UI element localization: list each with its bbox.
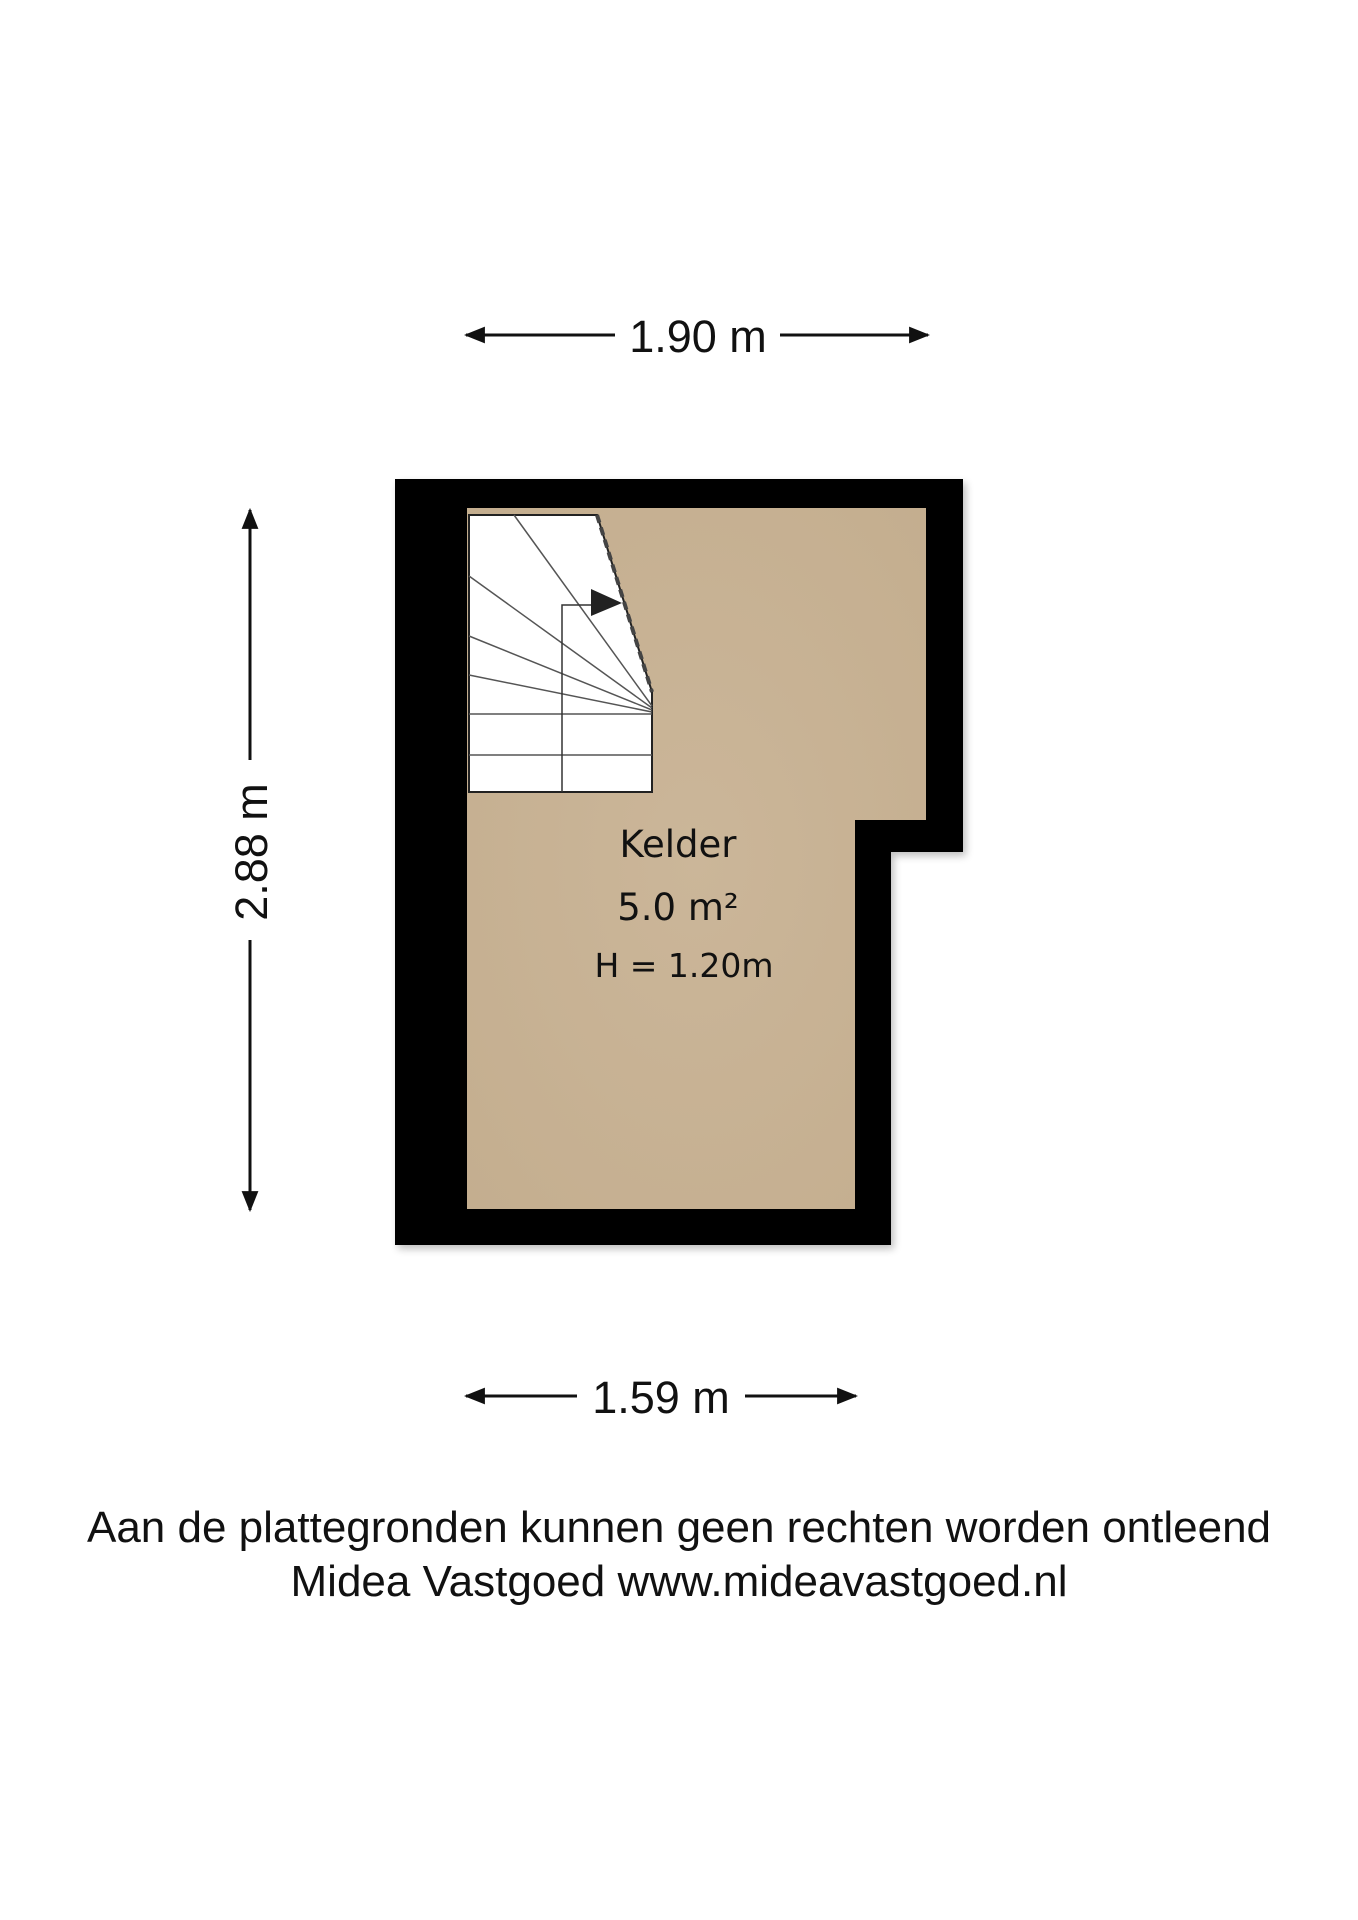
top-dimension-label: 1.90 m [629, 311, 767, 362]
left-dimension [226, 510, 277, 1210]
room-area: 5.0 m² [617, 886, 739, 929]
top-dimension [466, 311, 928, 362]
bottom-dimension-label: 1.59 m [592, 1372, 730, 1423]
left-dimension-label: 2.88 m [226, 783, 277, 921]
bottom-dimension [466, 1372, 856, 1423]
company-credit-text: Midea Vastgoed www.mideavastgoed.nl [290, 1557, 1068, 1606]
room-ceiling-height: H = 1.20m [594, 946, 774, 985]
room-name: Kelder [619, 823, 737, 866]
disclaimer-text: Aan de plattegronden kunnen geen rechten worden ontleend [86, 1503, 1272, 1552]
